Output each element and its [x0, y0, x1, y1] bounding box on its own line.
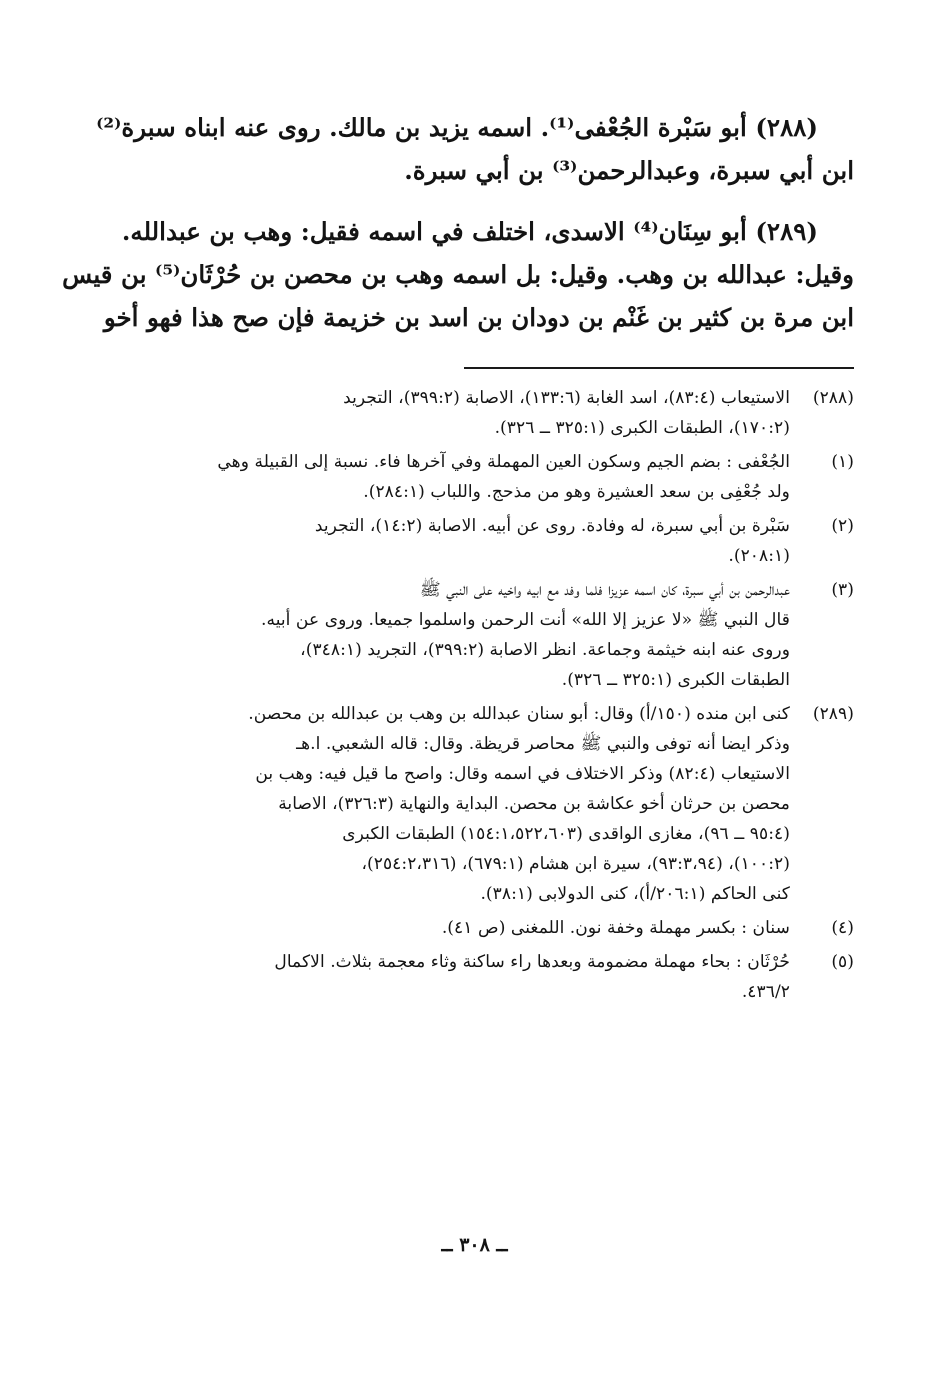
entry-288-line: (٢٨٨) أبو سَبْرة الجُعْفى⁽¹⁾. اسمه يزيد بن مالك. روى عنه ابناه سبرة⁽²⁾ [96, 113, 818, 142]
footnote-line: (١٠٠:٢)، (٩٣:٣،٩٤)، سيرة ابن هشام (٦٧٩:١)، (٢٥٤:٢،٣١٦)، [361, 854, 790, 874]
footnote-line: عبدالرحمن بن أبي سبرة، كان اسمه عزيزا فلما وفد مع ابيه واخيه على النبي ﷺ [419, 580, 790, 600]
footnote-line: محصن بن حرثان أخو عكاشة بن محصن. البداية والنهاية (٣٢٦:٣)، الاصابة [278, 794, 790, 814]
footnote-number: (٣) [831, 580, 854, 600]
page-body [62, 106, 854, 1011]
footnote-line: سنان : بكسر مهملة وخفة نون. اللمغنى (ص ٤١). [441, 918, 790, 938]
footnote-289 [86, 699, 854, 909]
footnote-line: ٤٣٦/٢. [741, 982, 790, 1002]
footnote-line: الجُعْفى : بضم الجيم وسكون العين المهملة وفي آخرها فاء. نسبة إلى القبيلة وهي [217, 452, 790, 472]
footnote-line: وروى عنه ابنه خيثمة وجماعة. انظر الاصابة (٣٩٩:٢)، التجريد (٣٤٨:١)، [300, 640, 790, 660]
footnote-2 [86, 511, 854, 571]
entry-288 [86, 106, 854, 192]
footnote-line: حُرْثَان : بحاء مهملة مضمومة وبعدها راء ساكنة وثاء معجمة بثلاث. الاكمال [274, 952, 790, 972]
footnote-number: (١) [831, 452, 854, 472]
entry-289-line: (٢٨٩) أبو سِنَان⁽⁴⁾ الاسدى، اختلف في اسمه فقيل: وهب بن عبدالله. [121, 217, 818, 246]
entry-289 [62, 210, 854, 339]
footnote-line: كنى الحاكم (٢٠٦:١/أ)، كنى الدولابى (٣٨:١). [480, 884, 790, 904]
footnote-line: قال النبي ﷺ «لا عزيز إلا الله» أنت الرحمن واسلموا جميعا. وروى عن أبيه. [261, 610, 790, 630]
entry-289-line: وقيل: عبدالله بن وهب. وقيل: بل اسمه وهب بن محصن بن حُرْثَان⁽⁵⁾ بن قيس [62, 260, 854, 289]
page-number: ــ ٣٠٨ ــ [441, 1234, 508, 1256]
footnote-5 [86, 947, 854, 1007]
footnote-line: (١٧٠:٢)، الطبقات الكبرى (٣٢٥:١ ــ ٣٢٦). [494, 418, 790, 438]
footnote-line: الاستيعاب (٨٢:٤) وذكر الاختلاف في اسمه وقال: واصح ما قيل فيه: وهب بن [255, 764, 790, 784]
footnote-number: (٢٨٨) [812, 388, 854, 408]
footnote-number: (٢٨٩) [812, 704, 854, 724]
footnote-line: (٩٥:٤ ــ ٩٦)، مغازى الواقدى (١٥٤:١،٥٢٢،٦٠٣) الطبقات الكبرى [342, 824, 790, 844]
footnote-number: (٥) [831, 952, 854, 972]
entry-289-line: ابن مرة بن كثير بن غَنْم بن دودان بن اسد بن خزيمة فإن صح هذا فهو أخو [103, 303, 854, 332]
footnote-number: (٤) [831, 918, 854, 938]
footnote-4 [86, 913, 854, 943]
footnote-line: (٢٠٨:١). [728, 546, 790, 566]
footnote-divider [464, 367, 854, 369]
footnote-line: وذكر ايضا أنه توفى والنبي ﷺ محاصر قريظة. وقال: قاله الشعبي. ا.هـ [296, 734, 790, 754]
footnote-line: ولد جُعْفِى بن سعد العشيرة وهو من مذحج. واللباب (٢٨٤:١). [363, 482, 790, 502]
footnote-288 [86, 383, 854, 443]
footnote-number: (٢) [831, 516, 854, 536]
footnote-line: سَبْرة بن أبي سبرة، له وفادة. روى عن أبيه. الاصابة (١٤:٢)، التجريد [314, 516, 790, 536]
footnote-3 [86, 575, 854, 695]
footnotes [86, 383, 854, 1007]
footnote-line: الطبقات الكبرى (٣٢٥:١ ــ ٣٢٦). [561, 670, 790, 690]
footnote-1 [86, 447, 854, 507]
entry-288-line: ابن أبي سبرة، وعبدالرحمن⁽³⁾ بن أبي سبرة. [404, 156, 854, 185]
footnote-line: كنى ابن منده (١٥٠/أ) وقال: أبو سنان عبدالله بن وهب بن عبدالله بن محصن. [248, 704, 790, 724]
footnote-line: الاستيعاب (٨٣:٤)، اسد الغابة (١٣٣:٦)، الاصابة (٣٩٩:٢)، التجريد [343, 388, 790, 408]
